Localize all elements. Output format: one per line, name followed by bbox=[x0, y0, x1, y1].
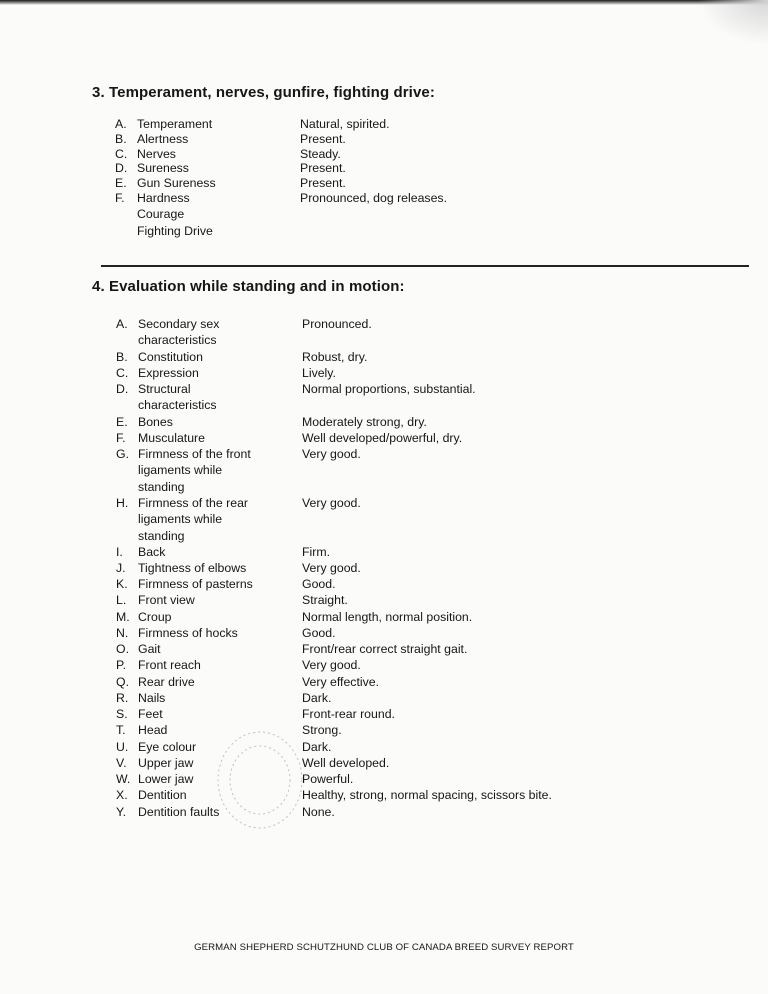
item-value: Pronounced, dog releases. bbox=[300, 191, 447, 205]
item-value: Present. bbox=[300, 176, 346, 190]
item-letter: N. bbox=[116, 626, 129, 640]
item-value: Straight. bbox=[302, 593, 348, 607]
item-value: Dark. bbox=[302, 691, 332, 705]
item-label: Musculature bbox=[138, 431, 205, 445]
item-letter: D. bbox=[116, 382, 129, 396]
item-value: None. bbox=[302, 805, 335, 819]
item-label: Front view bbox=[138, 593, 195, 607]
item-label: Tightness of elbows bbox=[138, 561, 247, 575]
item-letter: B. bbox=[115, 132, 127, 146]
item-letter: V. bbox=[116, 756, 127, 770]
item-value: Dark. bbox=[302, 740, 332, 754]
scan-corner-shadow bbox=[698, 0, 768, 45]
item-value: Natural, spirited. bbox=[300, 117, 390, 131]
item-label: Head bbox=[138, 723, 168, 737]
item-value: Firm. bbox=[302, 545, 330, 559]
item-label: Front reach bbox=[138, 658, 201, 672]
item-letter: A. bbox=[116, 317, 128, 331]
item-letter: A. bbox=[115, 117, 127, 131]
item-value: Well developed/powerful, dry. bbox=[302, 431, 463, 445]
item-letter: C. bbox=[115, 147, 128, 161]
item-value: Pronounced. bbox=[302, 317, 372, 331]
item-value: Moderately strong, dry. bbox=[302, 415, 427, 429]
item-value: Very good. bbox=[302, 561, 361, 575]
item-letter: E. bbox=[115, 176, 127, 190]
item-label: Constitution bbox=[138, 350, 203, 364]
item-label: Nails bbox=[138, 691, 166, 705]
item-letter: F. bbox=[115, 191, 125, 205]
item-letter: C. bbox=[116, 366, 129, 380]
item-value: Healthy, strong, normal spacing, scissors bite. bbox=[302, 788, 552, 802]
item-label: Bones bbox=[138, 415, 173, 429]
item-value: Steady. bbox=[300, 147, 341, 161]
item-label: Upper jaw bbox=[138, 756, 194, 770]
item-label: Firmness of the front ligaments while standing bbox=[138, 447, 251, 494]
faded-stamp-mark bbox=[212, 725, 308, 835]
item-letter: S. bbox=[116, 707, 128, 721]
item-label: Temperament bbox=[137, 117, 213, 131]
item-letter: U. bbox=[116, 740, 129, 754]
item-letter: H. bbox=[116, 496, 129, 510]
item-label: Eye colour bbox=[138, 740, 197, 754]
item-label: Dentition bbox=[138, 788, 187, 802]
item-value: Normal length, normal position. bbox=[302, 610, 473, 624]
item-value: Strong. bbox=[302, 723, 342, 737]
item-letter: L. bbox=[116, 593, 127, 607]
item-value: Front/rear correct straight gait. bbox=[302, 642, 468, 656]
item-value: Very good. bbox=[302, 496, 361, 510]
item-letter: D. bbox=[115, 161, 128, 175]
item-label: Gait bbox=[138, 642, 161, 656]
item-letter: E. bbox=[116, 415, 128, 429]
item-letter: R. bbox=[116, 691, 129, 705]
item-letter: M. bbox=[116, 610, 130, 624]
item-letter: Q. bbox=[116, 675, 129, 689]
item-label: Alertness bbox=[137, 132, 189, 146]
item-label: Dentition faults bbox=[138, 805, 220, 819]
item-value: Very good. bbox=[302, 447, 361, 461]
item-letter: K. bbox=[116, 577, 128, 591]
item-label: Sureness bbox=[137, 161, 189, 175]
item-letter: O. bbox=[116, 642, 129, 656]
item-value: Good. bbox=[302, 577, 336, 591]
item-label: Firmness of the rear ligaments while standing bbox=[138, 496, 249, 543]
item-label: Structural characteristics bbox=[138, 382, 217, 413]
item-label: Hardness Courage Fighting Drive bbox=[137, 191, 213, 238]
item-label: Rear drive bbox=[138, 675, 195, 689]
item-letter: P. bbox=[116, 658, 127, 672]
item-label: Nerves bbox=[137, 147, 176, 161]
item-value: Good. bbox=[302, 626, 336, 640]
item-value: Front-rear round. bbox=[302, 707, 395, 721]
item-value: Present. bbox=[300, 161, 346, 175]
item-label: Firmness of pasterns bbox=[138, 577, 253, 591]
item-label: Croup bbox=[138, 610, 172, 624]
item-letter: G. bbox=[116, 447, 129, 461]
scan-edge-shadow bbox=[0, 0, 768, 5]
item-letter: B. bbox=[116, 350, 128, 364]
item-letter: I. bbox=[116, 545, 123, 559]
item-letter: X. bbox=[116, 788, 128, 802]
item-value: Lively. bbox=[302, 366, 336, 380]
item-value: Very good. bbox=[302, 658, 361, 672]
item-label: Gun Sureness bbox=[137, 176, 216, 190]
item-label: Feet bbox=[138, 707, 163, 721]
item-value: Robust, dry. bbox=[302, 350, 368, 364]
item-letter: Y. bbox=[116, 805, 127, 819]
item-label: Firmness of hocks bbox=[138, 626, 238, 640]
item-letter: F. bbox=[116, 431, 126, 445]
item-letter: J. bbox=[116, 561, 126, 575]
item-value: Very effective. bbox=[302, 675, 380, 689]
item-value: Present. bbox=[300, 132, 346, 146]
item-label: Lower jaw bbox=[138, 772, 194, 786]
item-letter: T. bbox=[116, 723, 126, 737]
item-label: Secondary sex characteristics bbox=[138, 317, 220, 348]
document-footer: GERMAN SHEPHERD SCHUTZHUND CLUB OF CANADA BREED SURVEY REPORT bbox=[194, 942, 574, 953]
item-value: Well developed. bbox=[302, 756, 390, 770]
item-label: Expression bbox=[138, 366, 199, 380]
item-value: Normal proportions, substantial. bbox=[302, 382, 476, 396]
section-divider bbox=[101, 265, 749, 267]
item-label: Back bbox=[138, 545, 166, 559]
section-4-heading: 4. Evaluation while standing and in motion: bbox=[92, 278, 405, 295]
item-value: Powerful. bbox=[302, 772, 354, 786]
section-3-heading: 3. Temperament, nerves, gunfire, fighting drive: bbox=[92, 84, 435, 101]
item-letter: W. bbox=[116, 772, 131, 786]
